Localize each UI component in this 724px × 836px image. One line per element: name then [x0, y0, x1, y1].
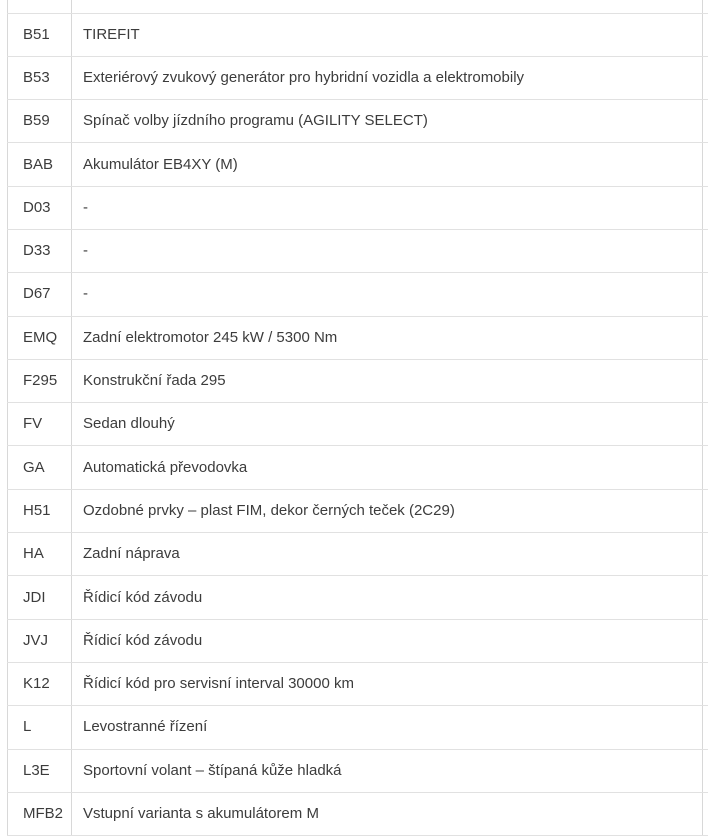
row-tail-spacer [703, 533, 708, 576]
code-cell: HA [8, 533, 72, 576]
table-row [8, 13, 708, 56]
table-row [8, 316, 708, 359]
description-cell: - [72, 273, 703, 316]
table-row-partial-top [8, 0, 708, 13]
table-row [8, 446, 708, 489]
row-tail-spacer [703, 706, 708, 749]
code-cell: L [8, 706, 72, 749]
row-tail-spacer [703, 749, 708, 792]
description-cell: Ozdobné prvky – plast FIM, dekor černých teček (2C29) [72, 489, 703, 532]
row-tail-spacer [703, 619, 708, 662]
table-row [8, 662, 708, 705]
code-cell: F295 [8, 359, 72, 402]
code-cell: B59 [8, 100, 72, 143]
table-row [8, 100, 708, 143]
row-tail-spacer [703, 56, 708, 99]
code-cell: H51 [8, 489, 72, 532]
code-cell: FV [8, 403, 72, 446]
code-cell: EMQ [8, 316, 72, 359]
table-row [8, 489, 708, 532]
row-tail-spacer [703, 100, 708, 143]
description-cell: Konstrukční řada 295 [72, 359, 703, 402]
description-cell: Sedan dlouhý [72, 403, 703, 446]
description-cell: - [72, 186, 703, 229]
description-cell: Akumulátor EB4XY (M) [72, 143, 703, 186]
table-row [8, 56, 708, 99]
equipment-codes-table [7, 0, 708, 836]
table-row [8, 186, 708, 229]
row-tail-spacer [703, 446, 708, 489]
row-tail-spacer [703, 273, 708, 316]
code-cell: D67 [8, 273, 72, 316]
code-cell: B51 [8, 13, 72, 56]
row-tail-spacer [703, 229, 708, 272]
code-cell: L3E [8, 749, 72, 792]
row-tail-spacer [703, 489, 708, 532]
table-row [8, 359, 708, 402]
code-cell: JVJ [8, 619, 72, 662]
description-cell: Vstupní varianta s akumulátorem M [72, 792, 703, 835]
row-tail-spacer [703, 403, 708, 446]
code-cell: D33 [8, 229, 72, 272]
description-cell: Automatická převodovka [72, 446, 703, 489]
row-tail-spacer [703, 792, 708, 835]
code-cell: MFB2 [8, 792, 72, 835]
row-tail-spacer [703, 186, 708, 229]
table-row [8, 229, 708, 272]
code-cell [8, 0, 72, 13]
table-row [8, 706, 708, 749]
row-tail-spacer [703, 0, 708, 13]
code-cell: B53 [8, 56, 72, 99]
table-row [8, 533, 708, 576]
row-tail-spacer [703, 143, 708, 186]
code-cell: BAB [8, 143, 72, 186]
table-row [8, 749, 708, 792]
table-row [8, 143, 708, 186]
description-cell: TIREFIT [72, 13, 703, 56]
description-cell: Řídicí kód pro servisní interval 30000 km [72, 662, 703, 705]
description-cell: Řídicí kód závodu [72, 619, 703, 662]
row-tail-spacer [703, 13, 708, 56]
table-row [8, 576, 708, 619]
row-tail-spacer [703, 316, 708, 359]
table-row [8, 403, 708, 446]
equipment-codes-table-container [7, 0, 724, 836]
table-row [8, 273, 708, 316]
description-cell [72, 0, 703, 13]
code-cell: GA [8, 446, 72, 489]
code-cell: D03 [8, 186, 72, 229]
code-cell: K12 [8, 662, 72, 705]
description-cell: Zadní náprava [72, 533, 703, 576]
description-cell: Řídicí kód závodu [72, 576, 703, 619]
row-tail-spacer [703, 576, 708, 619]
code-cell: JDI [8, 576, 72, 619]
description-cell: Zadní elektromotor 245 kW / 5300 Nm [72, 316, 703, 359]
row-tail-spacer [703, 359, 708, 402]
table-row [8, 619, 708, 662]
description-cell: Levostranné řízení [72, 706, 703, 749]
table-row-partial-bottom [8, 792, 708, 835]
description-cell: Sportovní volant – štípaná kůže hladká [72, 749, 703, 792]
description-cell: - [72, 229, 703, 272]
row-tail-spacer [703, 662, 708, 705]
description-cell: Exteriérový zvukový generátor pro hybridní vozidla a elektromobily [72, 56, 703, 99]
description-cell: Spínač volby jízdního programu (AGILITY SELECT) [72, 100, 703, 143]
